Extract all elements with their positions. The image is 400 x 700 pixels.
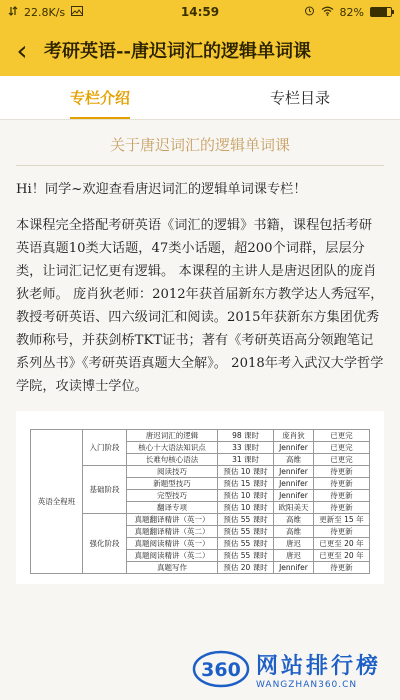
status-cell: 已更完	[313, 454, 369, 466]
article-title: 关于唐迟词汇的逻辑单词课	[109, 136, 290, 154]
status-cell: 待更新	[313, 478, 369, 490]
teacher-cell: 欧阳美天	[274, 502, 314, 514]
battery-fill	[371, 8, 387, 16]
hours-cell: 预估 55 课时	[218, 526, 274, 538]
hours-cell: 预估 10 课时	[218, 502, 274, 514]
hours-cell: 预估 55 课时	[218, 514, 274, 526]
hours-cell: 预估 10 课时	[218, 466, 274, 478]
teacher-cell: Jennifer	[274, 562, 314, 574]
course-table	[30, 429, 370, 574]
status-left	[8, 6, 83, 19]
watermark-logo-text: 360	[201, 659, 241, 681]
alarm-icon	[304, 5, 315, 19]
course-name-cell: 完型技巧	[127, 490, 218, 502]
status-cell: 已更至 20 年	[313, 550, 369, 562]
watermark-text	[256, 649, 381, 690]
teacher-cell: 唐迟	[274, 538, 314, 550]
program-name-cell: 英语全程班	[31, 430, 83, 574]
battery-icon	[370, 7, 392, 17]
hours-cell: 33 课时	[218, 442, 274, 454]
teacher-cell: Jennifer	[274, 466, 314, 478]
hours-cell: 预估 55 课时	[218, 538, 274, 550]
course-name-cell: 新题型技巧	[127, 478, 218, 490]
tab-bar	[0, 76, 400, 120]
status-cell: 待更新	[313, 490, 369, 502]
course-table-image	[16, 411, 384, 584]
teacher-cell: Jennifer	[274, 442, 314, 454]
paragraph-description: 本课程完全搭配考研英语《词汇的逻辑》书籍，课程包括考研英语真题10类大话题，47类小话题，超200个词群，层层分类，让词汇记忆更有逻辑。 本课程的主讲人是唐迟团队的庞肖狄老师。 庞肖狄老师：2012年获首届新东方教学达人秀冠军，教授考研英语、四六级词汇和阅读。2015年获新东方集团优秀教师称号，并获剑桥TKT证书；著有《考研英语高分领跑笔记系列丛书》《考研英语真题大全解》。 2018年考入武汉大学哲学学院，攻读博士学位。	[16, 218, 384, 394]
hours-cell: 预估 20 课时	[218, 562, 274, 574]
image-icon	[71, 6, 83, 19]
teacher-cell: 高维	[274, 526, 314, 538]
course-name-cell: 真题翻译精讲（英一）	[127, 514, 218, 526]
hours-cell: 预估 55 课时	[218, 550, 274, 562]
status-cell: 待更新	[313, 502, 369, 514]
hours-cell: 31 课时	[218, 454, 274, 466]
status-bar	[0, 0, 400, 24]
status-time: 14:59	[180, 5, 220, 19]
stage-cell: 入门阶段	[83, 430, 127, 466]
watermark-url: WANGZHAN360.CN	[256, 679, 358, 690]
status-cell: 已更完	[313, 430, 369, 442]
article-content	[0, 120, 400, 700]
course-name-cell: 唐迟词汇的逻辑	[127, 430, 218, 442]
teacher-cell: 唐迟	[274, 550, 314, 562]
course-name-cell: 核心十大语法知识点	[127, 442, 218, 454]
stage-cell: 基础阶段	[83, 466, 127, 514]
teacher-cell: 庞肖狄	[274, 430, 314, 442]
paragraph-greeting: Hi！同学~欢迎查看唐迟词汇的逻辑单词课专栏！	[16, 182, 307, 197]
hours-cell: 预估 15 课时	[218, 478, 274, 490]
status-cell: 已更至 20 年	[313, 538, 369, 550]
watermark	[190, 638, 400, 700]
course-name-cell: 真题写作	[127, 562, 218, 574]
tab-catalog[interactable]: 专栏目录	[269, 89, 330, 107]
hours-cell: 98 课时	[218, 430, 274, 442]
page-title: 考研英语--唐迟词汇的逻辑单词课	[44, 41, 311, 62]
teacher-cell: 高维	[274, 514, 314, 526]
article-body	[0, 166, 400, 398]
teacher-cell: Jennifer	[274, 478, 314, 490]
status-cell: 已更完	[313, 442, 369, 454]
wifi-icon	[321, 6, 334, 19]
tab-intro[interactable]: 专栏介绍	[0, 76, 200, 119]
status-cell: 待更新	[313, 562, 369, 574]
course-name-cell: 真题阅读精讲（英二）	[127, 550, 218, 562]
course-name-cell: 真题阅读精讲（英一）	[127, 538, 218, 550]
back-arrow-icon[interactable]: ‹	[16, 33, 28, 67]
status-right	[304, 5, 392, 19]
status-cell: 待更新	[313, 526, 369, 538]
teacher-cell: Jennifer	[274, 490, 314, 502]
teacher-cell: 高维	[274, 454, 314, 466]
net-icon	[8, 6, 18, 19]
title-bar	[0, 24, 400, 76]
table-row	[31, 430, 370, 442]
watermark-logo	[190, 647, 252, 691]
course-name-cell: 长难句核心语法	[127, 454, 218, 466]
net-speed: 22.8K/s	[24, 5, 66, 19]
battery-percent: 82%	[339, 5, 364, 19]
stage-cell: 强化阶段	[83, 514, 127, 574]
watermark-name: 网站排行榜	[256, 653, 382, 679]
course-name-cell: 翻译专项	[127, 502, 218, 514]
status-cell: 更新至 15 年	[313, 514, 369, 526]
course-name-cell: 真题翻译精讲（英二）	[127, 526, 218, 538]
hours-cell: 预估 10 课时	[218, 490, 274, 502]
status-cell: 待更新	[313, 466, 369, 478]
course-name-cell: 阅读技巧	[127, 466, 218, 478]
